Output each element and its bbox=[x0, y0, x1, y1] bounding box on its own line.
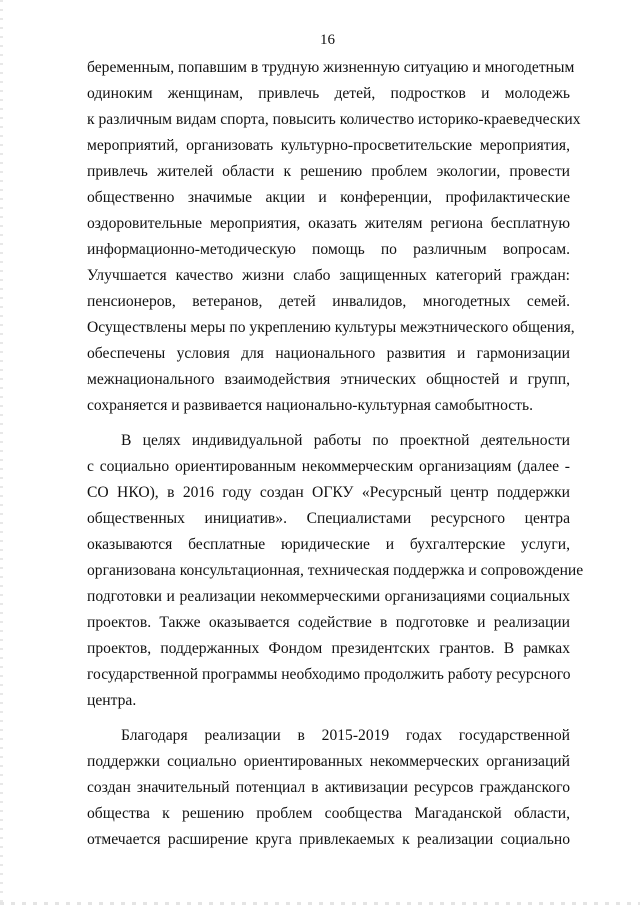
text-line: подготовки и реализации некоммерческими организациями социальных bbox=[87, 588, 570, 605]
text-line: беременным, попавшим в трудную жизненную ситуацию и многодетным bbox=[87, 59, 575, 76]
text-line: проектов. Также оказывается содействие в подготовке и реализации bbox=[87, 614, 570, 631]
paragraph-3 bbox=[87, 723, 570, 853]
paragraph-2 bbox=[87, 428, 584, 714]
text-line: межнационального взаимодействия этнических общностей и групп, bbox=[87, 371, 570, 388]
text-line: создан значительный потенциал в активизации ресурсов гражданского bbox=[87, 779, 570, 796]
scan-edge-left bbox=[0, 0, 3, 905]
text-line: отмечается расширение круга привлекаемых к реализации социально bbox=[87, 831, 570, 848]
text-line: Благодаря реализации в 2015-2019 годах государственной bbox=[121, 727, 570, 744]
text-line: пенсионеров, ветеранов, детей инвалидов, многодетных семей. bbox=[87, 293, 570, 310]
text-line: общественных инициатив». Специалистами ресурсного центра bbox=[87, 510, 570, 527]
paragraph-1 bbox=[87, 55, 581, 419]
text-line: общества к решению проблем сообщества Магаданской области, bbox=[87, 805, 570, 822]
page-number: 16 bbox=[320, 32, 335, 48]
text-line: проектов, поддержанных Фондом президентских грантов. В рамках bbox=[87, 640, 570, 657]
text-line: оздоровительные мероприятия, оказать жителям региона бесплатную bbox=[87, 215, 570, 232]
text-line: с социально ориентированным некоммерческим организациям (далее - bbox=[87, 458, 570, 475]
text-line: Осуществлены меры по укреплению культуры межэтнического общения, bbox=[87, 319, 575, 336]
text-line: государственной программы необходимо продолжить работу ресурсного bbox=[87, 666, 571, 683]
text-line: организована консультационная, техническая поддержка и сопровождение bbox=[87, 562, 584, 579]
text-line: центра. bbox=[87, 692, 137, 709]
text-line: Улучшается качество жизни слабо защищенных категорий граждан: bbox=[87, 267, 570, 284]
text-line: информационно-методическую помощь по различным вопросам. bbox=[87, 241, 570, 258]
text-line: СО НКО), в 2016 году создан ОГКУ «Ресурсный центр поддержки bbox=[87, 484, 570, 501]
text-line: мероприятий, организовать культурно-просветительские мероприятия, bbox=[87, 137, 570, 154]
paragraph-spacer bbox=[87, 714, 570, 723]
text-line: к различным видам спорта, повысить количество историко-краеведческих bbox=[87, 111, 581, 128]
text-line: обеспечены условия для национального развития и гармонизации bbox=[87, 345, 570, 362]
text-line: В целях индивидуальной работы по проектной деятельности bbox=[121, 432, 570, 449]
paragraph-spacer bbox=[87, 419, 570, 428]
text-line: оказываются бесплатные юридические и бухгалтерские услуги, bbox=[87, 536, 570, 553]
text-line: сохраняется и развивается национально-культурная самобытность. bbox=[87, 397, 533, 414]
document-body bbox=[87, 55, 584, 853]
text-line: привлечь жителей области к решению проблем экологии, провести bbox=[87, 163, 570, 180]
text-line: поддержки социально ориентированных некоммерческих организаций bbox=[87, 753, 570, 770]
text-line: общественно значимые акции и конференции, профилактические bbox=[87, 189, 570, 206]
text-line: одиноким женщинам, привлечь детей, подростков и молодежь bbox=[87, 85, 570, 102]
